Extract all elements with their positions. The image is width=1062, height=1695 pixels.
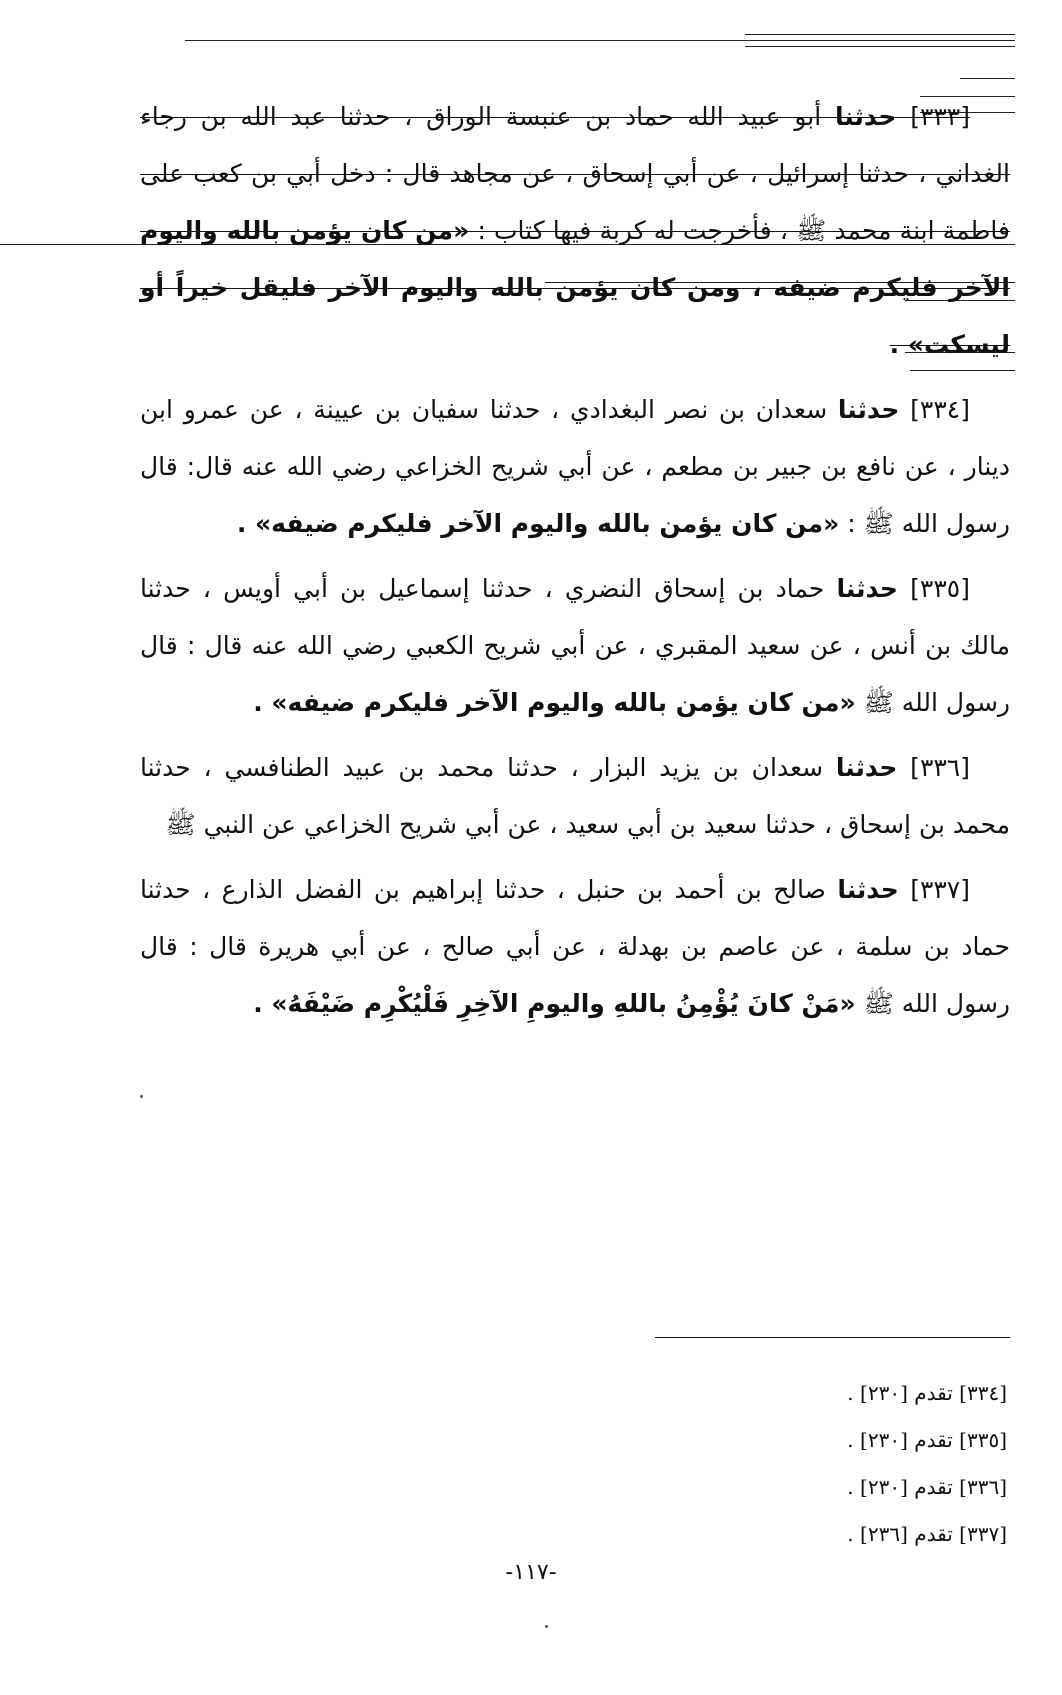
hadith-number: [٣٣٧] [910, 875, 971, 904]
matn: «من كان يؤمن بالله واليوم الآخر فليكرم ضيفه» . [253, 688, 856, 717]
hadith-333 [140, 88, 1010, 373]
isnad: صالح بن أحمد بن حنبل ، حدثنا إبراهيم بن الفضل الذارع ، حدثنا حماد بن سلمة ، عن عاصم بن بهدلة ، عن أبي صالح ، عن أبي هريرة قال : قال رسول الله ﷺ [140, 875, 1010, 1018]
isnad: أبو عبيد الله حماد بن عنبسة الوراق ، حدثنا عبد الله بن رجاء الغداني ، حدثنا إسرائيل ، عن أبي إسحاق ، عن مجاهد قال : دخل أبي بن كعب على فاطمة ابنة محمد ﷺ ، فأخرجت له كربة فيها كتاب : [140, 102, 1011, 245]
hadith-335 [140, 560, 1010, 731]
haddathana: حدثنا [837, 395, 900, 424]
matn: «من كان يؤمن بالله واليوم الآخر فليكرم ضيفه» . [236, 509, 840, 538]
hadith-number: [٣٣٣] [910, 102, 971, 131]
hadith-336 [140, 739, 1010, 853]
footnote-335: [٣٣٥] تقدم [٢٣٠] . [847, 1428, 1007, 1452]
footnote-337: [٣٣٧] تقدم [٢٣٦] . [847, 1522, 1007, 1546]
page-number: -١١٧- [505, 1560, 557, 1585]
footnote-334: [٣٣٤] تقدم [٢٣٠] . [847, 1381, 1007, 1405]
haddathana: حدثنا [834, 102, 897, 131]
isnad: سعدان بن يزيد البزار ، حدثنا محمد بن عبيد الطنافسي ، حدثنا محمد بن إسحاق ، حدثنا سعيد بن أبي سعيد ، عن أبي شريح الخزاعي عن النبي ﷺ [140, 753, 1010, 839]
main-text [140, 88, 1010, 1040]
hadith-number: [٣٣٤] [910, 395, 970, 424]
scan-speck [545, 1625, 548, 1628]
scan-line [745, 46, 1015, 47]
footnote-336: [٣٣٦] تقدم [٢٣٠] . [847, 1475, 1007, 1499]
hadith-334 [140, 381, 1010, 552]
isnad: سعدان بن نصر البغدادي ، حدثنا سفيان بن عيينة ، عن عمرو ابن دينار ، عن نافع بن جبير بن مطعم ، عن أبي شريح الخزاعي رضي الله عنه قال: قال رسول الله ﷺ : [140, 395, 1010, 538]
scan-line [960, 78, 1015, 79]
matn: «مَنْ كانَ يُؤْمِنُ باللهِ واليومِ الآخِرِ فَلْيُكْرِم ضَيْفَهُ» . [253, 989, 856, 1018]
footnote-separator [655, 1337, 1010, 1338]
isnad: حماد بن إسحاق النضري ، حدثنا إسماعيل بن أبي أويس ، حدثنا مالك بن أنس ، عن سعيد المقبري ، عن أبي شريح الكعبي رضي الله عنه قال : قال رسول الله ﷺ [140, 574, 1010, 717]
scan-line [745, 34, 1015, 35]
haddathana: حدثنا [835, 753, 898, 782]
hadith-337 [140, 861, 1010, 1032]
haddathana: حدثنا [836, 574, 898, 603]
matn: «من كان يؤمن بالله واليوم الآخر فليكرم ضيفه ، ومن كان يؤمن بالله واليوم الآخر فليقل خيراً أو ليسكت» . [140, 216, 1010, 359]
scan-line [185, 40, 1015, 41]
footnotes [607, 1370, 1007, 1558]
hadith-number: [٣٣٥] [910, 574, 970, 603]
haddathana: حدثنا [837, 875, 899, 904]
scan-speck [140, 1095, 143, 1098]
hadith-number: [٣٣٦] [910, 753, 970, 782]
